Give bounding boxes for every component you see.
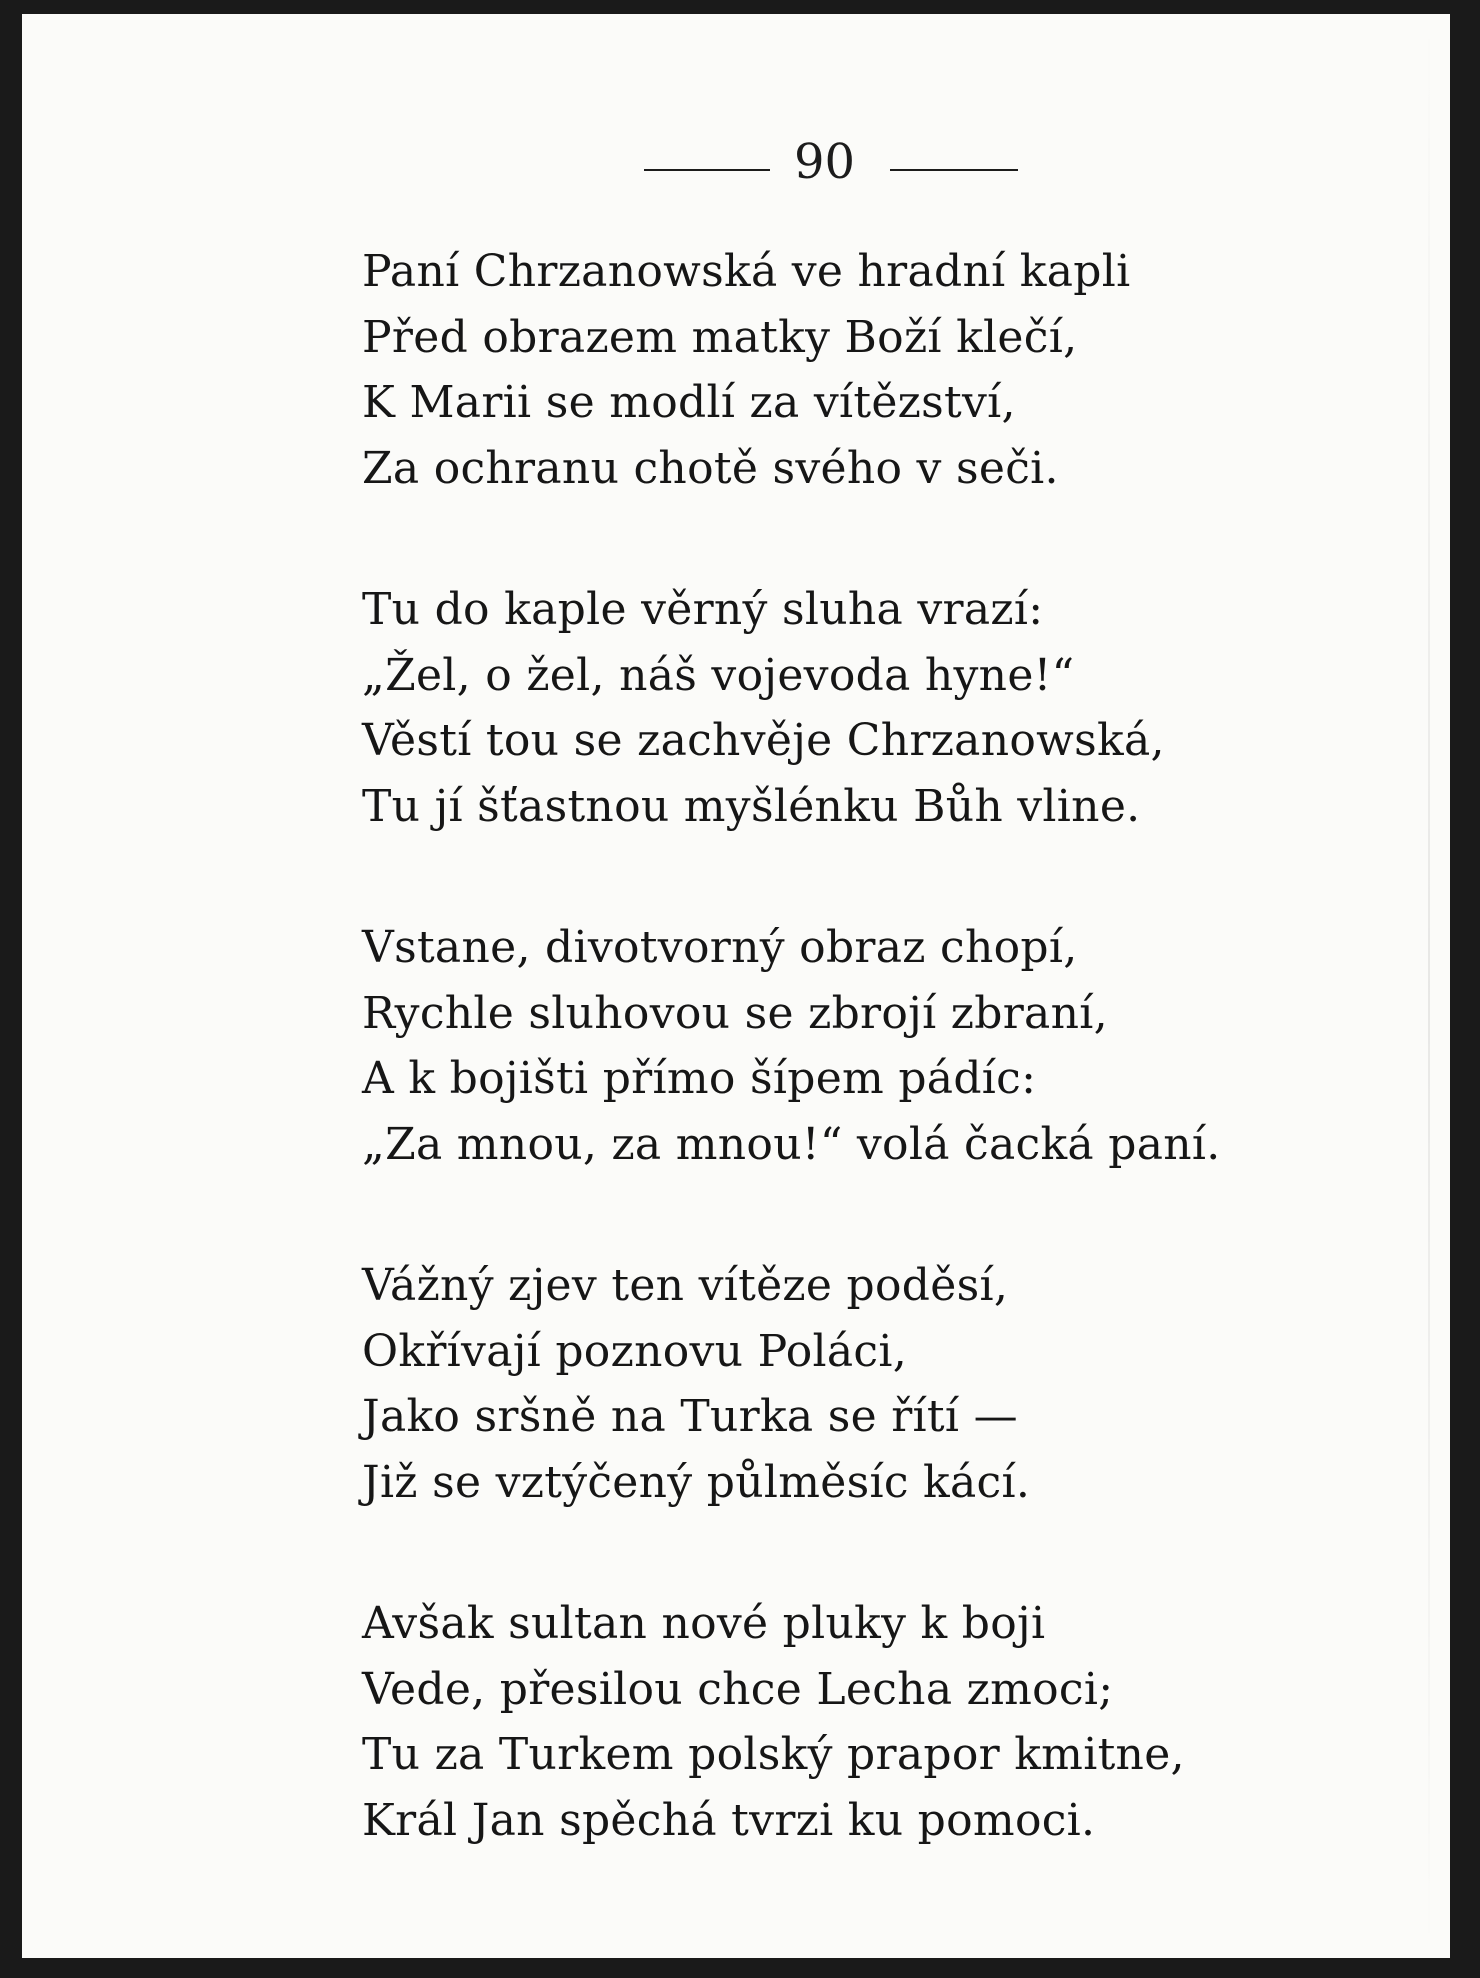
poem-line: Okřívají poznovu Poláci,: [362, 1325, 907, 1377]
header-rule-right: [890, 169, 1018, 171]
stanza-3: [362, 915, 1422, 1177]
poem-line: Avšak sultan nové pluky k boji: [362, 1598, 1046, 1649]
poem-line: Vážný zjev ten vítěze poděsí,: [362, 1260, 1009, 1311]
poem-line: „Za mnou, za mnou!“ volá čacká paní.: [362, 1118, 1221, 1170]
header-rule-left: [644, 169, 770, 171]
poem-line: Již se vztýčený půlměsíc kácí.: [362, 1456, 1031, 1508]
poem-line: Za ochranu chotě svého v seči.: [362, 442, 1059, 494]
poem-line: Vede, přesilou chce Lecha zmoci;: [362, 1663, 1114, 1715]
poem-line: Před obrazem matky Boží klečí,: [362, 311, 1078, 363]
poem-line: Tu jí šťastnou myšlénku Bůh vline.: [362, 780, 1141, 832]
poem-line: Paní Chrzanowská ve hradní kapli: [362, 246, 1131, 297]
poem-line: Tu za Turkem polský prapor kmitne,: [362, 1729, 1185, 1780]
page-number: 90: [794, 134, 856, 190]
page-header: [22, 132, 1450, 192]
poem-text: [362, 239, 1422, 1929]
poem-line: „Žel, o žel, náš vojevoda hyne!“: [362, 649, 1075, 701]
poem-line: Jako sršně na Turka se řítí —: [362, 1391, 1018, 1442]
poem-line: A k bojišti přímo šípem pádíc:: [362, 1053, 1037, 1104]
poem-line: Tu do kaple věrný sluha vrazí:: [362, 584, 1044, 635]
book-page: [22, 14, 1450, 1958]
stanza-5: [362, 1591, 1422, 1853]
stanza-4: [362, 1253, 1422, 1515]
poem-line: K Marii se modlí za vítězství,: [362, 377, 1016, 428]
stanza-1: [362, 239, 1422, 501]
poem-line: Král Jan spěchá tvrzi ku pomoci.: [362, 1794, 1096, 1846]
poem-line: Rychle sluhovou se zbrojí zbraní,: [362, 987, 1108, 1039]
poem-line: Vstane, divotvorný obraz chopí,: [362, 922, 1078, 973]
stanza-2: [362, 577, 1422, 839]
poem-line: Věstí tou se zachvěje Chrzanowská,: [362, 715, 1165, 766]
